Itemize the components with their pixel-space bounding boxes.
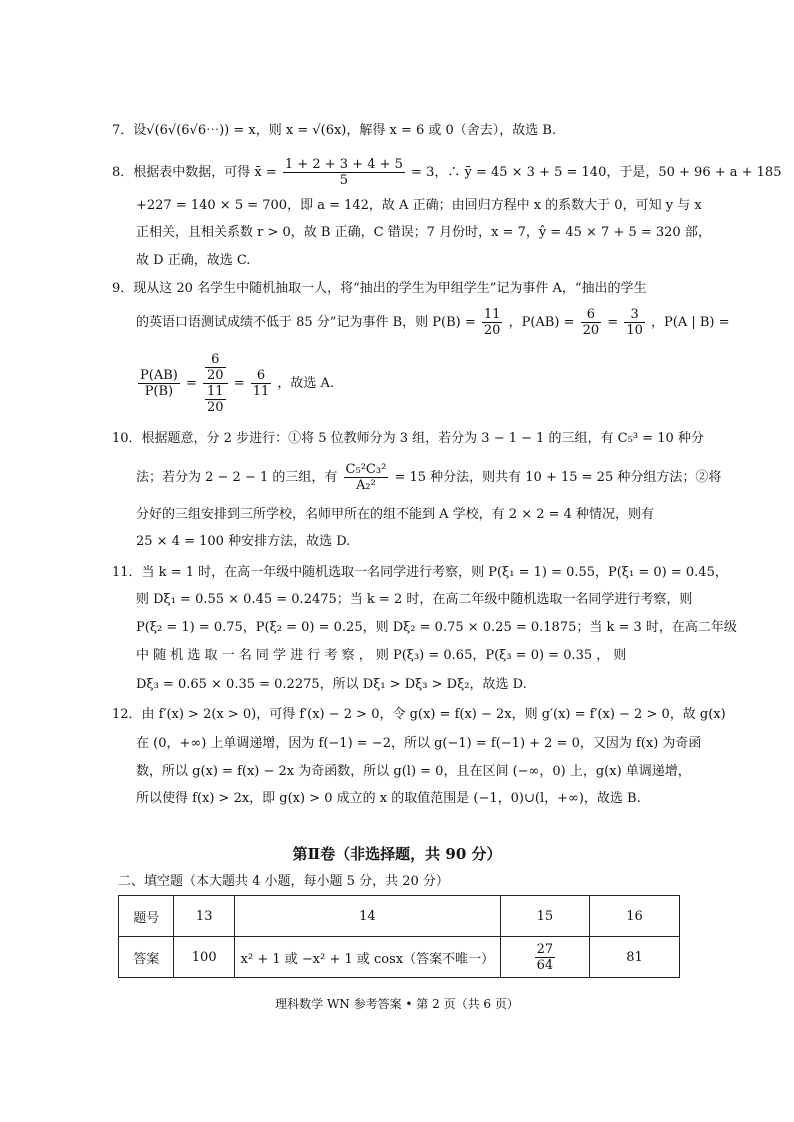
table-cell: 14: [234, 896, 500, 937]
q7-text: 设√(6√(6√6⋯)) = x，则 x = √(6x)，解得 x = 6 或 0（舍去），故选 B.: [133, 123, 557, 138]
q9-text: ，故选 A.: [277, 376, 335, 391]
fraction-numerator: 6: [205, 352, 226, 368]
q10-line-1: [112, 430, 704, 448]
fraction: [251, 368, 272, 399]
fraction-numerator: 11: [207, 384, 224, 399]
fraction: [205, 352, 226, 383]
fraction: [205, 384, 226, 415]
fraction-numerator: 3: [624, 307, 645, 323]
q8-line-1: [112, 157, 781, 188]
q8-line-4: 故 D 正确，故选 C.: [136, 253, 251, 268]
fraction-numerator: [203, 352, 228, 384]
q9-line-2: [136, 307, 730, 338]
table-row: [119, 937, 680, 978]
q7-number: 7．: [112, 123, 134, 138]
q8-line-3: 正相关，且相关系数 r > 0，故 B 正确，C 错误；7 月份时，x = 7，ŷ = 45 × 7 + 5 = 320 部，: [136, 225, 711, 240]
q11-text: 当 k = 1 时，在高一年级中随机选取一名同学进行考察，则 P(ξ₁ = 1) = 0.55，P(ξ₁ = 0) = 0.45，: [141, 565, 728, 580]
q8-number: 8．: [112, 165, 134, 180]
q9-text: ，P(AB) =: [508, 315, 575, 330]
q11-line-3: P(ξ₂ = 1) = 0.75，P(ξ₂ = 0) = 0.25，则 Dξ₂ = 0.75 × 0.25 = 0.1875；当 k = 3 时，在高二年级: [136, 620, 737, 635]
q12-number: 12．: [112, 707, 142, 722]
table-cell: 16: [589, 896, 679, 937]
q11-line-4: 中 随 机 选 取 一 名 同 学 进 行 考 察 ， 则 P(ξ₃) = 0.65，P(ξ₃ = 0) = 0.35 ， 则: [136, 648, 627, 663]
fraction-numerator: C₅²C₃²: [345, 462, 387, 477]
q12-line-2: 在 (0，+∞) 上单调递增，因为 f(−1) = −2，所以 g(−1) = f(−1) + 2 = 0，又因为 f(x) 为奇函: [136, 736, 702, 751]
table-cell: 100: [174, 937, 235, 978]
table-header-row: [119, 896, 680, 937]
q9-text: 的英语口语测试成绩不低于 85 分”记为事件 B，则 P(B) =: [136, 315, 476, 330]
fraction-denominator: 11: [252, 384, 270, 399]
q10-text: 根据题意，分 2 步进行：①将 5 位教师分为 3 组，若分为 3 − 1 − 1 的三组，有 C₅³ = 10 种分: [141, 431, 704, 446]
q12-line-1: [112, 706, 726, 724]
fraction-numerator: 1 + 2 + 3 + 4 + 5: [284, 157, 403, 172]
q9-text: ，P(A | B) =: [651, 315, 730, 330]
q12-line-3: 数，所以 g(x) = f(x) − 2x 为奇函数，所以 g(l) = 0，且在区间 (−∞，0) 上，g(x) 单调递增，: [136, 764, 691, 779]
answer-table: [118, 895, 680, 978]
fraction: [344, 462, 389, 493]
fraction-denominator: A₂²: [356, 478, 376, 493]
q12-line-4: 所以使得 f(x) > 2x，即 g(x) > 0 成立的 x 的取值范围是 (−1，0)∪(l，+∞)，故选 B.: [136, 791, 641, 806]
q12-text: 由 f′(x) > 2(x > 0)，可得 f′(x) − 2 > 0，令 g(x) = f(x) − 2x，则 g′(x) = f′(x) − 2 > 0，故 g(x): [141, 707, 726, 722]
q10-line-2: [136, 462, 721, 493]
q10-text: 法；若分为 2 − 2 − 1 的三组，有: [136, 470, 338, 485]
q10-line-3: 分好的三组安排到三所学校，名师甲所在的组不能到 A 学校，有 2 × 2 = 4 种情况，则有: [136, 507, 655, 522]
section-title: 第Ⅱ卷（非选择题，共 90 分）: [292, 845, 502, 863]
q11-number: 11．: [112, 565, 142, 580]
q9-line-1: [112, 280, 647, 298]
table-cell: 81: [589, 937, 679, 978]
fraction-denominator: P(B): [144, 384, 174, 399]
fraction-numerator: 6: [581, 307, 602, 323]
compound-fraction: [203, 352, 228, 415]
table-cell: 题号: [119, 896, 174, 937]
fraction-numerator: P(AB): [140, 368, 178, 383]
table-cell: 13: [174, 896, 235, 937]
q10-number: 10．: [112, 431, 142, 446]
fraction-denominator: 5: [339, 173, 349, 188]
table-cell: 答案: [119, 937, 174, 978]
fraction: [138, 368, 180, 399]
fraction: [624, 307, 645, 338]
q8-text: = 3，∴ ȳ = 45 × 3 + 5 = 140，于是，50 + 96 + a + 185: [411, 165, 782, 180]
fraction-numerator: 11: [483, 307, 501, 322]
fraction-denominator: 10: [626, 323, 643, 338]
q9-text: 现从这 20 名学生中随机抽取一人，将“抽出的学生为甲组学生”记为事件 A，“抽出的学生: [133, 281, 647, 296]
q10-text: = 15 种分法，则共有 10 + 15 = 25 种分组方法；②将: [394, 470, 722, 485]
fraction: [482, 307, 503, 338]
fraction: [581, 307, 602, 338]
section-subtitle: 二、填空题（本大题共 4 小题，每小题 5 分，共 20 分）: [118, 874, 449, 889]
fraction-denominator: [203, 384, 228, 415]
fraction-numerator: 6: [251, 368, 272, 384]
page-footer: 理科数学 WN 参考答案 • 第 2 页（共 6 页）: [275, 997, 519, 1011]
fraction-denominator: 20: [207, 400, 224, 415]
fraction-denominator: 20: [207, 368, 224, 383]
fraction: [535, 942, 556, 973]
fraction-denominator: 20: [483, 323, 501, 338]
fraction-denominator: 20: [582, 323, 600, 338]
table-cell: x² + 1 或 −x² + 1 或 cosx（答案不唯一）: [234, 937, 500, 978]
q7: [112, 122, 556, 140]
q8-line-2: +227 = 140 × 5 = 700，即 a = 142，故 A 正确；由回归方程中 x 的系数大于 0，可知 y 与 x: [136, 198, 702, 213]
fraction-denominator: 64: [536, 957, 554, 973]
q9-line-3: $\frac{P(AB)}{P(B)}$ = $\frac{\frac{6}{20}}{\frac{11}{20}}$ = $\frac{6}{11}$ ，故选 A.: [140, 352, 335, 415]
q8-text: 根据表中数据，可得 x̄ =: [133, 165, 277, 180]
table-cell: [500, 937, 589, 978]
q10-line-4: 25 × 4 = 100 种安排方法，故选 D.: [136, 534, 351, 549]
q11-line-5: Dξ₃ = 0.65 × 0.35 = 0.2275，所以 Dξ₁ > Dξ₃ > Dξ₂，故选 D.: [136, 677, 527, 692]
fraction-numerator: 27: [536, 941, 554, 957]
q9-number: 9．: [112, 281, 134, 296]
q8-mean-fraction: [283, 157, 405, 188]
q9-text: =: [607, 315, 619, 330]
table-cell: 15: [500, 896, 589, 937]
q11-line-2: 则 Dξ₁ = 0.55 × 0.45 = 0.2475；当 k = 2 时，在高二年级中随机选取一名同学进行考察，则: [136, 592, 693, 607]
q11-line-1: [112, 564, 728, 582]
